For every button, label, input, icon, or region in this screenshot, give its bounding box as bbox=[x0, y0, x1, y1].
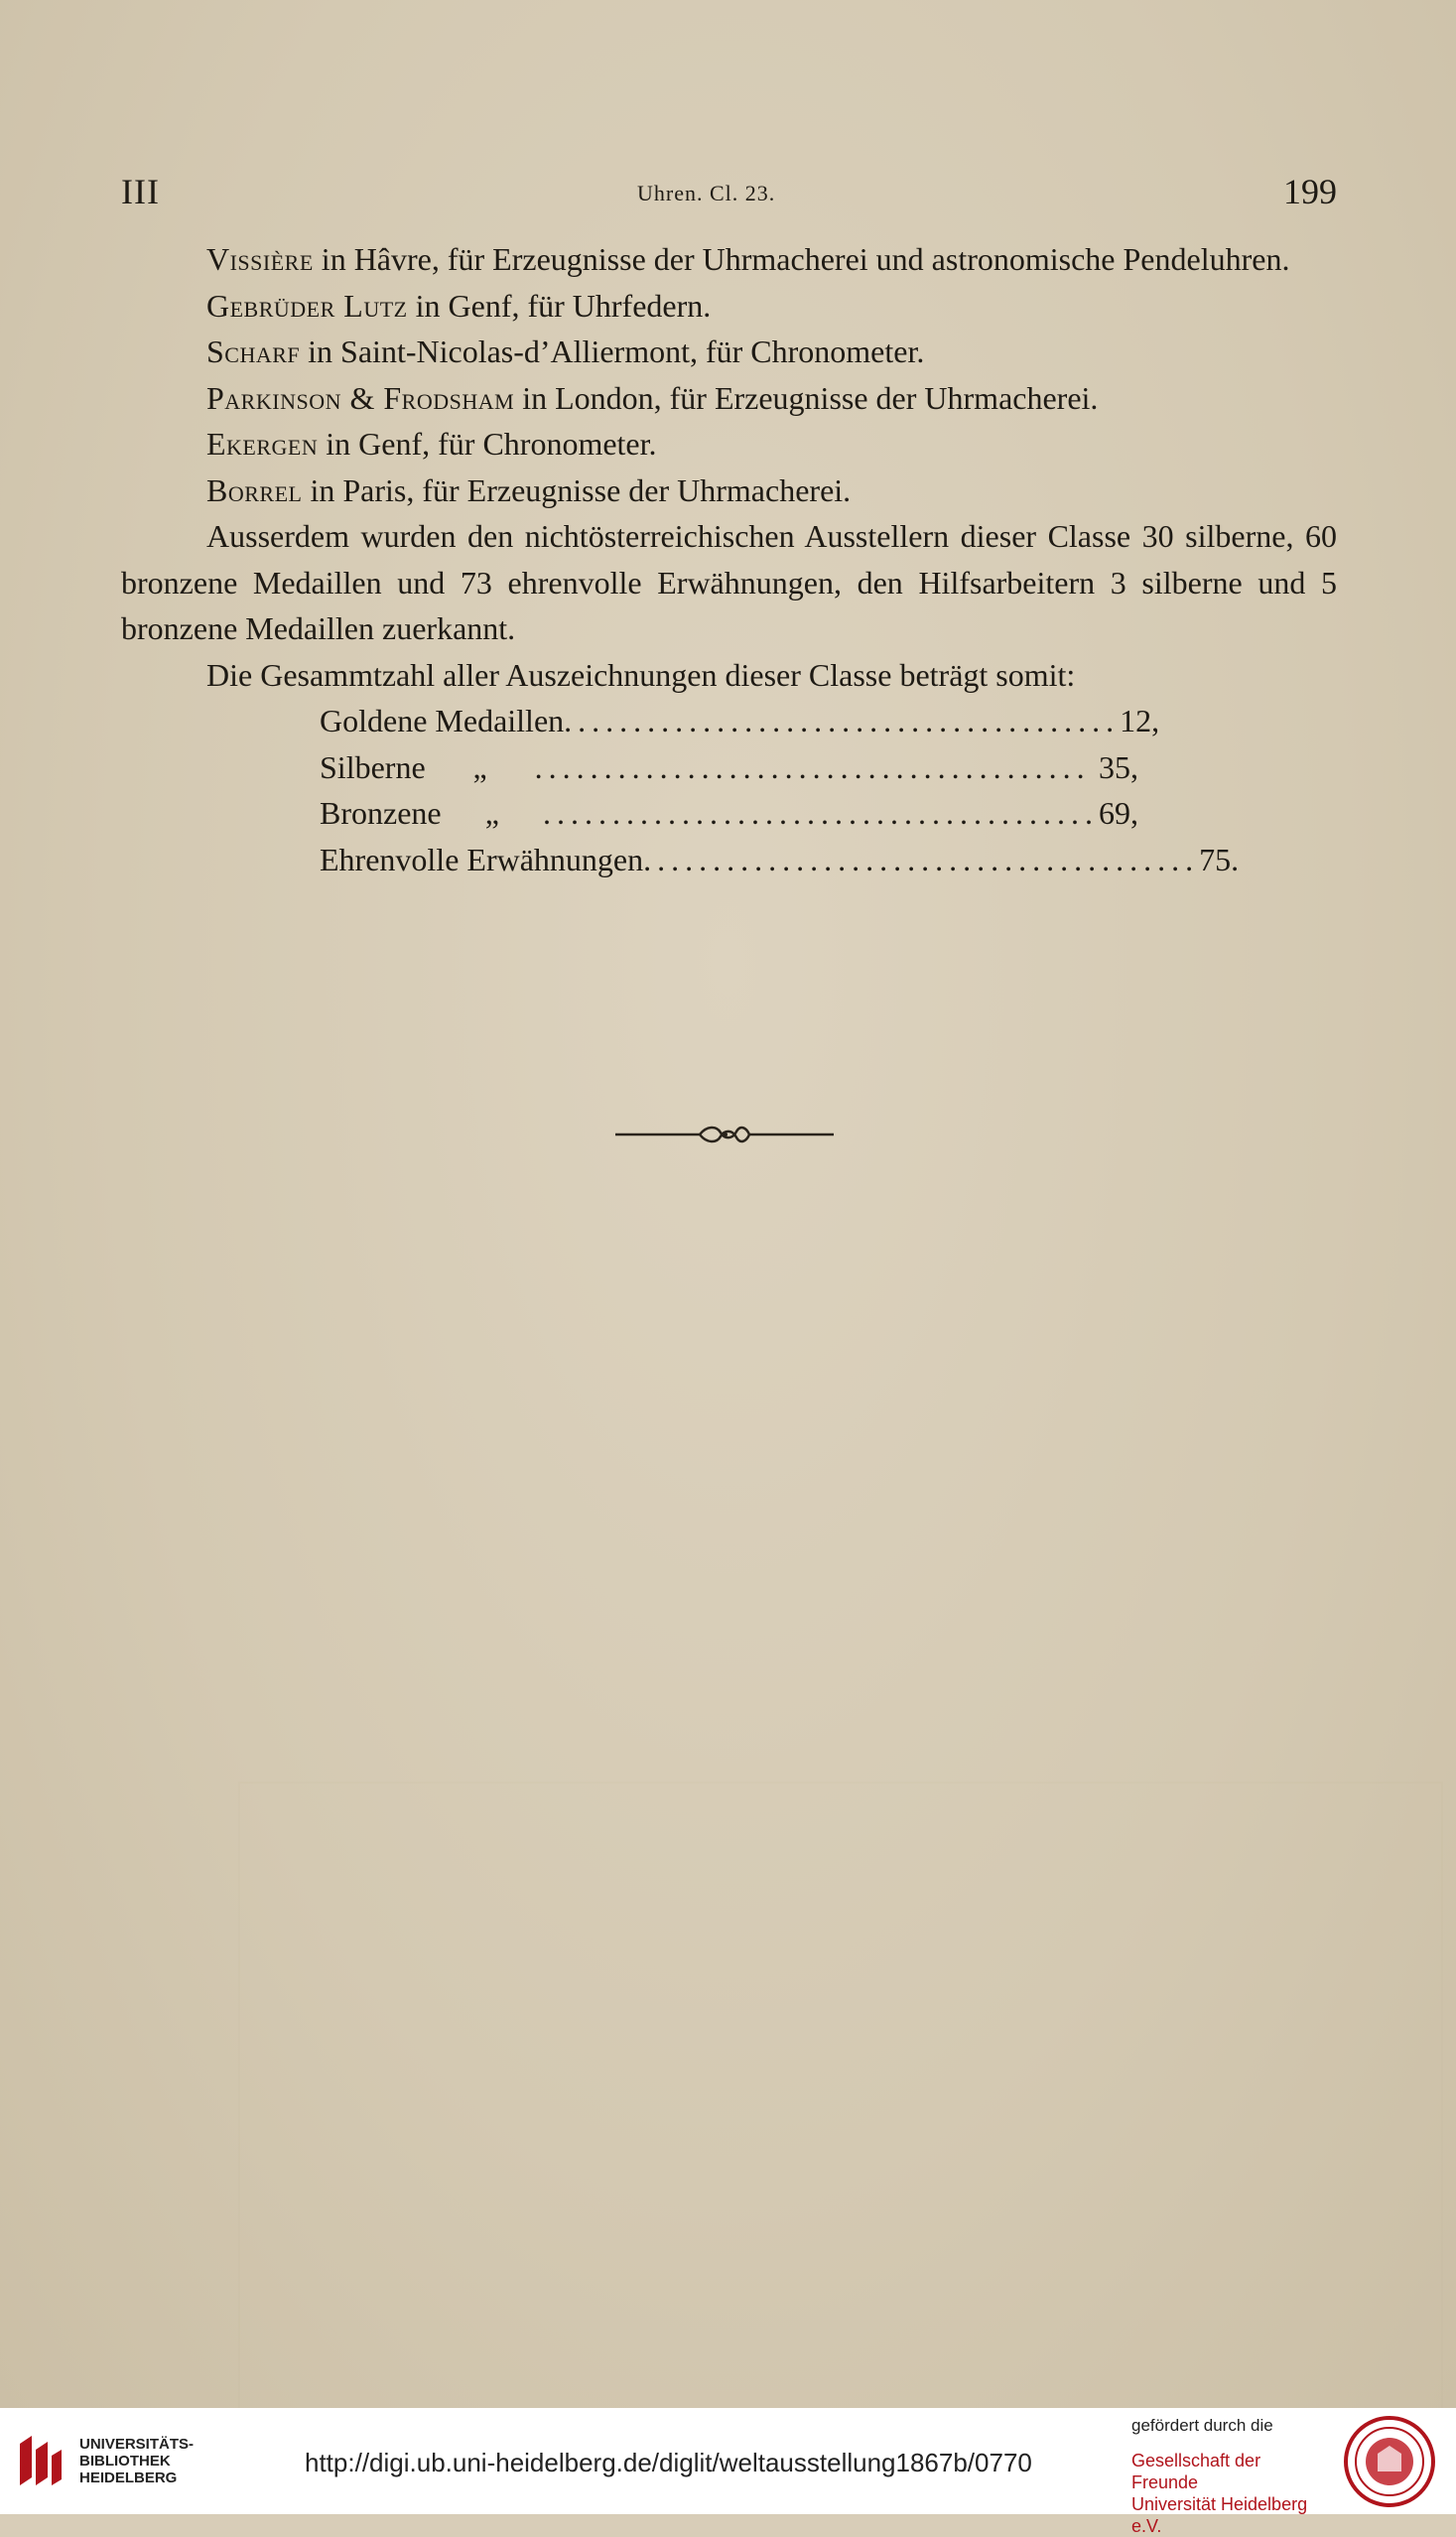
university-library-logo-icon bbox=[14, 2430, 66, 2491]
award-description: in London, für Erzeugnisse der Uhrmacherei. bbox=[514, 379, 1099, 416]
totals-value: 35, bbox=[1099, 748, 1138, 785]
sponsor-block bbox=[1131, 2416, 1330, 2537]
bleed-through-table bbox=[238, 1782, 1443, 2441]
library-name-line: UNIVERSITÄTS- bbox=[79, 2436, 195, 2453]
dot-leader: ........................................ bbox=[543, 795, 1099, 831]
total-line: Die Gesammtzahl aller Auszeichnungen dieser Classe beträgt somit: bbox=[206, 656, 1076, 693]
exhibitor-name: Ekergen bbox=[206, 426, 319, 462]
totals-row bbox=[320, 837, 1240, 883]
source-url-link[interactable]: http://digi.ub.uni-heidelberg.de/diglit/weltausstellung1867b/0770 bbox=[305, 2448, 1032, 2477]
award-description: in Hâvre, für Erzeugnisse der Uhrmacherei und astronomische Pendeluhren. bbox=[313, 241, 1290, 277]
ditto-mark: „ bbox=[472, 748, 487, 785]
exhibitor-name: Vissière bbox=[206, 241, 314, 277]
dot-leader: ........................................ bbox=[534, 748, 1091, 785]
award-entry bbox=[121, 236, 1337, 283]
totals-row bbox=[320, 744, 1138, 791]
award-entry bbox=[121, 375, 1337, 422]
exhibitor-name: Scharf bbox=[206, 334, 301, 369]
exhibitor-name: Parkinson & Frodsham bbox=[206, 379, 515, 416]
exhibitor-name: Gebrüder Lutz bbox=[206, 287, 408, 324]
totals-row bbox=[320, 790, 1138, 837]
totals-label: Bronzene bbox=[320, 795, 442, 831]
totals-value: 75. bbox=[1199, 841, 1240, 877]
totals-label: Ehrenvolle Erwähnungen bbox=[320, 841, 644, 877]
section-number: III bbox=[121, 172, 160, 211]
sponsor-name-line: Gesellschaft der Freunde bbox=[1131, 2451, 1261, 2492]
library-name-line: BIBLIOTHEK bbox=[79, 2453, 171, 2470]
totals-row bbox=[320, 698, 1160, 744]
totals-label: Silberne bbox=[320, 748, 426, 785]
award-entry bbox=[121, 329, 1337, 375]
exhibitor-name: Borrel bbox=[206, 471, 303, 508]
sponsor-name-line: Universität Heidelberg e.V. bbox=[1131, 2494, 1308, 2536]
library-name bbox=[79, 2436, 194, 2486]
digitization-footer bbox=[0, 2408, 1456, 2536]
award-entry bbox=[121, 467, 1337, 514]
running-title: Uhren. Cl. 23. bbox=[637, 181, 776, 205]
award-description: in Genf, für Uhrfedern. bbox=[407, 287, 712, 324]
sponsor-intro: gefördert durch die bbox=[1131, 2416, 1273, 2435]
summary-paragraph: Ausserdem wurden den nichtösterreichischen Ausstellern dieser Classe 30 silberne, 60 bronzene Medaillen und 73 ehrenvolle Erwähnungen, den Hilfsarbeitern 3 silberne und 5 bronzene Medaillen zuerkannt. bbox=[121, 518, 1337, 646]
award-description: in Genf, für Chronometer. bbox=[318, 426, 657, 462]
totals-label: Goldene Medaillen bbox=[320, 703, 565, 738]
award-entry bbox=[121, 283, 1337, 330]
university-seal-icon bbox=[1342, 2414, 1437, 2509]
bleed-through-text bbox=[99, 1280, 1360, 2124]
totals-value: 12, bbox=[1120, 703, 1160, 738]
ornament-divider-icon bbox=[615, 1120, 834, 1149]
main-text bbox=[121, 236, 1337, 882]
totals-value: 69, bbox=[1099, 795, 1138, 831]
page-number: 199 bbox=[1283, 172, 1337, 211]
dot-leader: ........................................ bbox=[643, 841, 1200, 877]
award-description: in Paris, für Erzeugnisse der Uhrmacherei. bbox=[302, 471, 852, 508]
award-totals bbox=[320, 698, 1240, 882]
library-name-line: HEIDELBERG bbox=[79, 2470, 178, 2486]
dot-leader: ........................................ bbox=[564, 703, 1121, 738]
award-entry bbox=[121, 421, 1337, 467]
award-description: in Saint-Nicolas-d’Alliermont, für Chronometer. bbox=[300, 334, 925, 369]
ditto-mark: „ bbox=[484, 795, 499, 831]
running-header bbox=[121, 171, 1337, 220]
